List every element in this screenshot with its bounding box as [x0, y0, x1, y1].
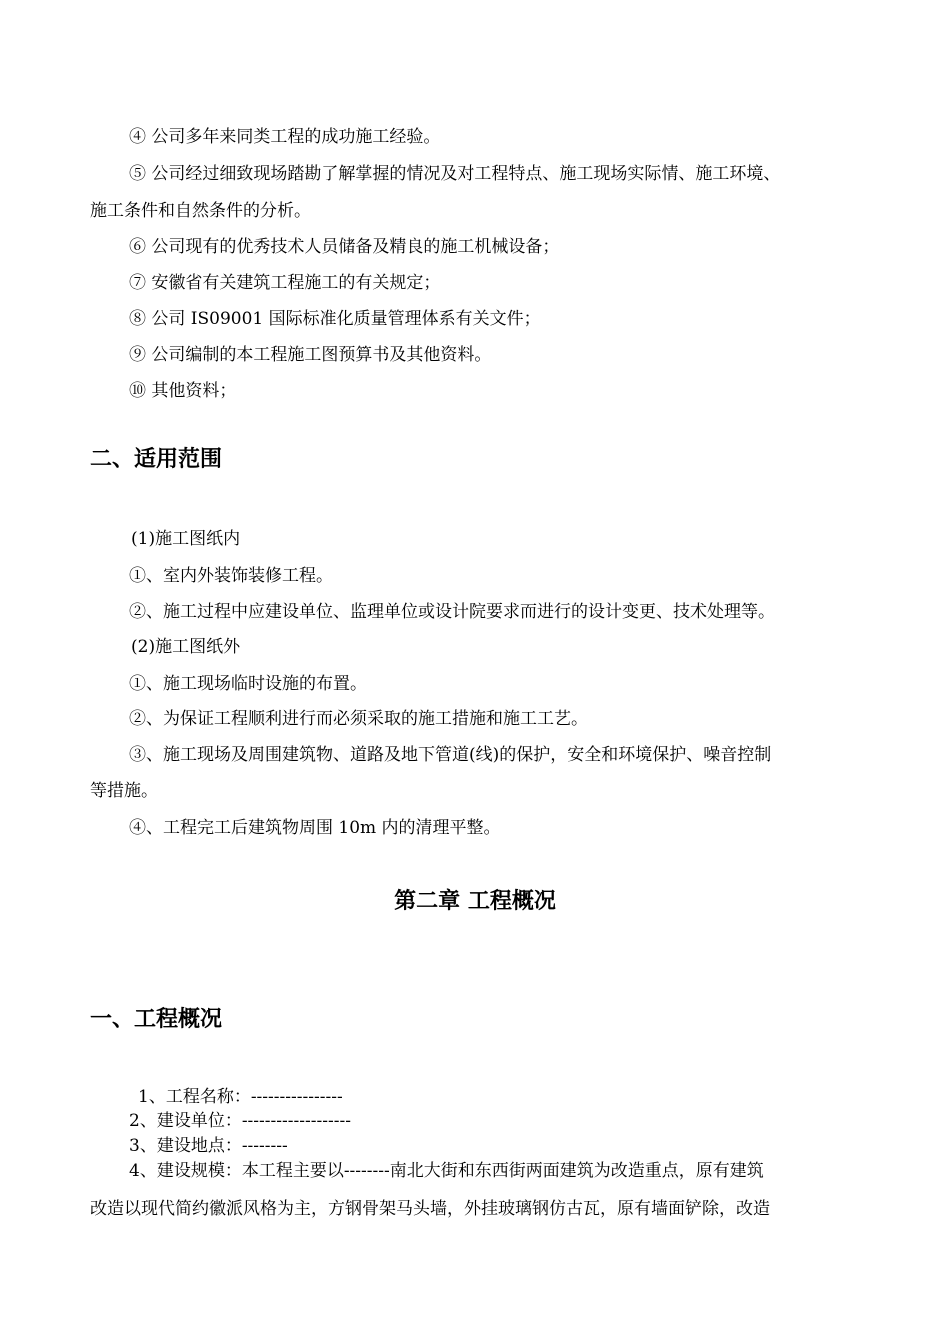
basis-item-5-line-2: 施工条件和自然条件的分析。 [90, 201, 311, 221]
scope-paragraph: ①、施工现场临时设施的布置。 [129, 674, 367, 694]
basis-item-6: ⑥ 公司现有的优秀技术人员储备及精良的施工机械设备； [129, 237, 560, 257]
basis-item-7: ⑦ 安徽省有关建筑工程施工的有关规定； [129, 273, 441, 293]
basis-item-10: ⑩ 其他资料； [129, 381, 237, 401]
basis-item-8: ⑧ 公司 IS09001 国际标准化质量管理体系有关文件； [129, 309, 541, 329]
section-heading-scope: 二、适用范围 [90, 447, 223, 472]
project-field-scale-line-2: 改造以现代简约徽派风格为主，方钢骨架马头墙，外挂玻璃钢仿古瓦，原有墙面铲除，改造 [90, 1199, 770, 1219]
scope-paragraph: (1)施工图纸内 [131, 529, 241, 549]
project-field-owner: 2、建设单位：------------------- [129, 1111, 351, 1131]
scope-paragraph: (2)施工图纸外 [131, 637, 241, 657]
section-heading-overview: 一、工程概况 [90, 1007, 223, 1032]
basis-item-5-line-1: ⑤ 公司经过细致现场踏勘了解掌握的情况及对工程特点、施工现场实际情、施工环境、 [129, 164, 781, 184]
project-field-name: 1、工程名称：---------------- [138, 1087, 343, 1107]
scope-paragraph: ②、为保证工程顺利进行而必须采取的施工措施和施工工艺。 [129, 709, 588, 729]
basis-item-4: ④ 公司多年来同类工程的成功施工经验。 [129, 127, 441, 147]
scope-paragraph: 等措施。 [90, 781, 158, 801]
project-field-location: 3、建设地点：-------- [129, 1136, 288, 1156]
scope-paragraph: ①、室内外装饰装修工程。 [129, 566, 333, 586]
basis-item-9: ⑨ 公司编制的本工程施工图预算书及其他资料。 [129, 345, 492, 365]
scope-paragraph: ③、施工现场及周围建筑物、道路及地下管道(线)的保护，安全和环境保护、噪音控制 [129, 745, 772, 765]
chapter-title: 第二章 工程概况 [394, 889, 556, 914]
scope-paragraph: ②、施工过程中应建设单位、监理单位或设计院要求而进行的设计变更、技术处理等。 [129, 602, 775, 622]
scope-paragraph: ④、工程完工后建筑物周围 10m 内的清理平整。 [129, 818, 501, 838]
project-field-scale-line-1: 4、建设规模：本工程主要以--------南北大街和东西街两面建筑为改造重点，原有建筑 [129, 1161, 764, 1181]
